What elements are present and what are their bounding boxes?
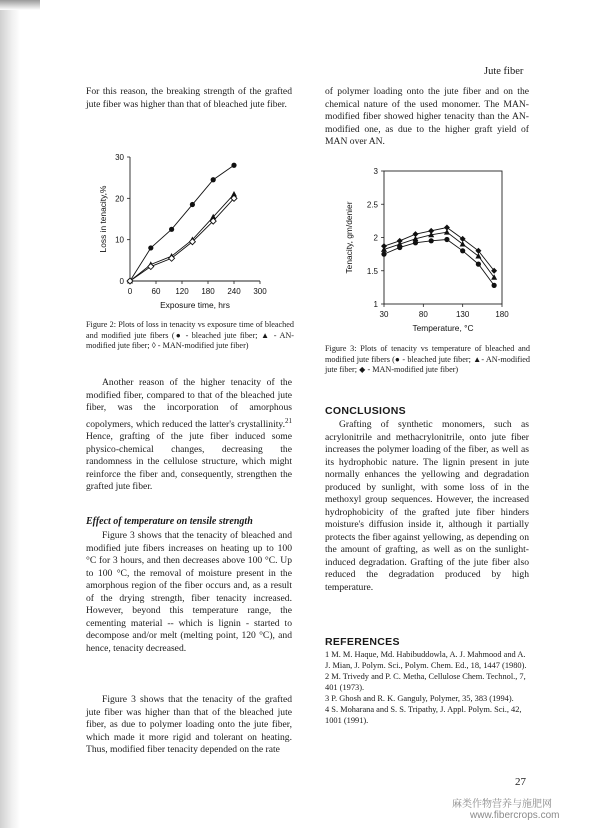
data-point (476, 262, 481, 267)
data-point (444, 229, 450, 235)
reference-item: 4 S. Moharana and S. S. Tripathy, J. Appl. Polym. Sci., 42, 1001 (1991). (325, 705, 522, 725)
y-tick-label: 3 (373, 167, 378, 176)
conclusions-paragraph: Grafting of synthetic monomers, such as acrylonitrile and methacrylonitrile, onto jute fiber increases the polymer loading of the fiber, as well as its hydrophobic nature. The lignin present in jute normally enhances the yellowing and degradation produced by sunlight, with some loss of in the methoxyl group sequences. However, the increased hydrophobicity of the grafted jute fiber hinders moisture's diffusion inside it, although it partially protects the fiber against yellowing, as depending on the amount of grafting, as well as on the sunlight-induced degradation. Grafting of the jute fiber also reduced the degradation produced by high temperature. (325, 419, 529, 593)
figure3-chart (318, 163, 538, 341)
x-tick-label: 300 (253, 287, 267, 296)
data-point (148, 264, 154, 270)
data-point (444, 237, 449, 242)
series-1 (127, 163, 236, 284)
data-point (169, 227, 174, 232)
y-axis-label: Loss in tenacity,% (98, 185, 108, 253)
temperature-section-heading: Effect of temperature on tensile strength (86, 516, 253, 527)
y-tick-label: 2 (373, 233, 378, 243)
continued-paragraph: of polymer loading onto the jute fiber and on the chemical nature of the used monomer. The MAN-modified fiber showed higher tenacity than the AN-modified one, as due to the higher graft yield of MAN over AN. (325, 86, 529, 147)
x-tick-label: 60 (151, 287, 161, 296)
y-tick-label: 2.5 (366, 200, 378, 210)
figure3-caption: Figure 3: Plots of tenacity vs temperature of bleached and modified jute fibers (● - bleached jute fiber; ▲- AN-modified jute fiber; ◆ - MAN-modified jute fiber) (325, 344, 530, 375)
page-number: 27 (515, 776, 526, 788)
data-point (413, 240, 418, 245)
x-axis-label: Temperature, °C (412, 323, 474, 333)
reference-item: 3 P. Ghosh and R. K. Ganguly, Polymer, 35, 383 (1994). (325, 694, 514, 703)
x-axis-label: Exposure time, hrs (160, 300, 230, 310)
data-point (460, 248, 465, 253)
data-point (429, 238, 434, 243)
series-2 (127, 191, 237, 283)
reference-list (325, 649, 530, 726)
chart-axes (98, 153, 267, 310)
figure3-discussion-paragraph: Figure 3 shows that the tenacity of bleached and modified jute fibers increases on heating up to 100 °C for 3 hours, and then decreases above 100 °C. Up to 100 °C, the removal of moisture present in the amorphous region of the fiber occurs and, as a result of the drying strength, fiber tenacity increased. However, beyond this temperature range, the cementing material -- which is lignin - started to decompose and/or melt (melting point, 120 °C), and hence, tenacity decreased. (86, 530, 292, 654)
data-point (148, 245, 153, 250)
data-point (211, 177, 216, 182)
intro-paragraph: For this reason, the breaking strength of the grafted jute fiber was higher than that of bleached jute fiber. (86, 86, 292, 110)
reference-item: 2 M. Trivedy and P. C. Metha, Cellulose Chem. Technol., 7, 401 (1973). (325, 672, 526, 692)
conclusions-heading: CONCLUSIONS (325, 405, 406, 417)
y-tick-label: 20 (115, 194, 124, 204)
running-title: Jute fiber (484, 66, 524, 77)
y-tick-label: 30 (115, 153, 124, 162)
watermark-url: www.fibercrops.com (470, 810, 560, 821)
data-point (460, 241, 466, 247)
data-point (381, 252, 386, 257)
series-2 (381, 229, 497, 280)
x-tick-label: 30 (379, 310, 389, 319)
chart-axes (344, 167, 509, 333)
y-tick-label: 0 (119, 277, 124, 286)
x-tick-label: 180 (495, 310, 509, 319)
data-point (492, 283, 497, 288)
series-line (130, 165, 234, 281)
scan-corner-mark (0, 0, 40, 10)
data-point (231, 163, 236, 168)
x-tick-label: 130 (455, 310, 470, 319)
references-heading: REFERENCES (325, 636, 400, 648)
data-point (190, 202, 195, 207)
series-line (130, 194, 234, 281)
x-tick-label: 0 (127, 287, 133, 296)
figure3-grafted-paragraph: Figure 3 shows that the tenacity of the grafted jute fiber was higher than that of the bleached jute fiber, as due to polymer loading onto the jute fiber, which made it more rigid and tolerant on heating. Thus, modified fiber tenacity depended on the rate (86, 694, 292, 755)
x-tick-label: 120 (175, 287, 189, 296)
tenacity-paragraph: Another reason of the higher tenacity of the modified fiber, compared to that of the bleached jute fiber, was the incorporation of amorphous copolymers, which reduced the latter's crystallinity.$^{21}$ Hence, grafting of the jute fiber induced some physico-chemical changes, decreasing the randomness in the cellulose structure, which might reinforce the fiber and, consequently, strengthen the grafted jute fiber. (86, 377, 292, 493)
data-point (397, 245, 402, 250)
y-tick-label: 1 (373, 300, 378, 309)
plot-frame (384, 171, 502, 304)
x-tick-label: 240 (227, 287, 241, 296)
watermark-chinese: 麻类作物营养与施肥网 (452, 799, 552, 810)
figure2-caption: Figure 2: Plots of loss in tenacity vs exposure time of bleached and modified jute fibers (● - bleached jute fiber; ▲ - AN-modified jute fiber; ◊ - MAN-modified jute fiber) (86, 320, 294, 351)
y-axis-label: Tenacity, gm/denier (344, 201, 354, 274)
x-tick-label: 80 (418, 310, 428, 319)
x-tick-label: 180 (201, 287, 215, 296)
scan-edge-shadow (0, 0, 20, 828)
reference-item: 1 M. M. Haque, Md. Habibuddowla, A. J. Mahmood and A. J. Mian, J. Polym. Sci., Polym. Chem. Ed., 18, 1447 (1980). (325, 650, 527, 670)
figure2-chart (86, 145, 306, 320)
y-tick-label: 10 (115, 235, 124, 245)
y-tick-label: 1.5 (366, 266, 378, 276)
